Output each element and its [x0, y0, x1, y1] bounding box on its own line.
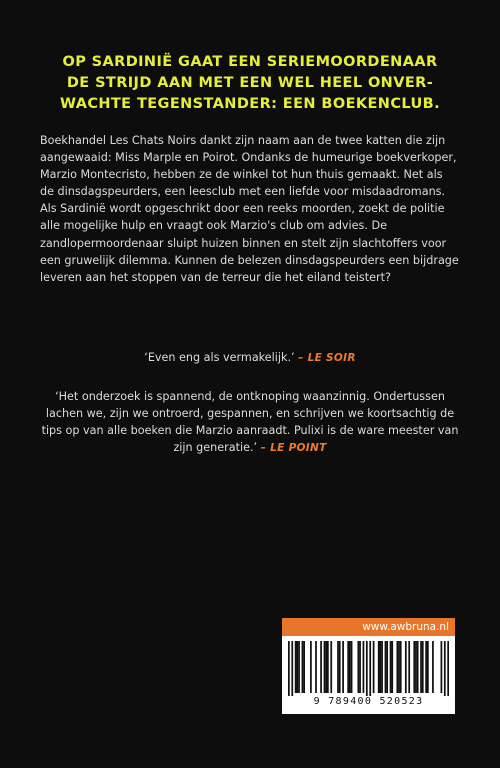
barcode-bar	[342, 641, 344, 693]
headline-line-1: OP SARDINIË GAAT EEN SERIEMOORDENAAR	[62, 54, 438, 70]
barcode-bar	[398, 641, 400, 693]
barcode-bar	[380, 641, 382, 693]
barcode-bar	[288, 641, 290, 696]
barcode-bar	[366, 641, 368, 696]
barcode-bar	[325, 641, 327, 693]
barcode-bar	[381, 641, 383, 693]
barcode-bar	[347, 641, 349, 693]
headline-line-2: DE STRIJD AAN MET EEN WEL HEEL ONVER-	[66, 75, 434, 91]
barcode-bar	[422, 641, 424, 693]
review-quote-1	[40, 349, 460, 367]
barcode-bar	[420, 641, 422, 693]
barcode-bar	[391, 641, 393, 693]
barcode-digits: 9 789400 520523	[313, 696, 424, 707]
barcode-bar	[291, 641, 293, 696]
quote-2-source: – LE POINT	[260, 442, 327, 455]
barcode-bar	[363, 641, 365, 693]
barcode-bar	[373, 641, 375, 693]
barcode-bar	[405, 641, 407, 693]
barcode-bar	[351, 641, 353, 693]
barcode-bar	[320, 641, 322, 693]
barcode-bar	[296, 641, 298, 693]
back-cover-headline	[40, 52, 460, 115]
barcode-bar	[349, 641, 351, 693]
publisher-url[interactable]: www.awbruna.nl	[282, 618, 455, 636]
barcode-bar	[378, 641, 380, 693]
barcode-bar	[386, 641, 388, 693]
barcode-bar	[369, 641, 371, 696]
quote-1-source: – LE SOIR	[298, 352, 356, 364]
barcode-bar	[385, 641, 387, 693]
barcode-bar	[339, 641, 341, 693]
blurb-paragraph-1: Boekhandel Les Chats Noirs dankt zijn naam aan de twee katten die zijn aangewaaid: Miss Marple en Poirot. Ondanks de humeurige boekverkoper, Marzio Montecristo, hebben ze de winkel tot hun thuis gemaakt. Net als de dinsdagspeurders, een leesclub met een liefde voor misdaadromans.	[40, 134, 457, 199]
barcode-bar	[337, 641, 339, 693]
headline-line-3: WACHTE TEGENSTANDER: EEN BOEKENCLUB.	[59, 96, 441, 112]
barcode-bar	[432, 641, 434, 693]
barcode-bar	[302, 641, 304, 693]
review-quote-2	[40, 388, 460, 457]
isbn-barcode	[282, 636, 455, 714]
barcode-bar	[408, 641, 410, 693]
barcode-bar	[413, 641, 415, 693]
barcode-bar	[441, 641, 443, 693]
barcode-bar	[298, 641, 300, 693]
barcode-bar	[396, 641, 398, 693]
barcode-bar	[444, 641, 446, 696]
barcode-bar	[330, 641, 332, 693]
barcode-bar	[327, 641, 329, 693]
quote-2-text: ‘Het onderzoek is spannend, de ontknoping waanzinnig. Ondertussen lachen we, zijn we ontroerd, gespannen, en schrijven we koortsachtig de tips op van alle boeken die Marzio aanraadt. Pulixi is de ware meester van zijn generatie.’	[41, 390, 459, 455]
blurb-paragraph-2: Als Sardinië wordt opgeschrikt door een reeks moorden, zoekt de politie alle mogelijke hulp en vraagt ook Marzio's club om advies. De zandlopermoordenaar sluipt huizen binnen en stelt zijn slachtoffers voor een gruwelijk dilemma. Kunnen de belezen dinsdagspeurders een bijdrage leveren aan het stoppen van de terreur die het eiland teistert?	[40, 202, 459, 284]
barcode-bar	[357, 641, 359, 693]
barcode-bar	[400, 641, 402, 693]
barcode-bar	[417, 641, 419, 693]
barcode-bar	[303, 641, 305, 693]
barcode-bar	[415, 641, 417, 693]
barcode-bar	[427, 641, 429, 693]
barcode-bar	[310, 641, 312, 693]
quote-1-text: ‘Even eng als vermakelijk.’	[144, 351, 295, 364]
blurb	[40, 132, 460, 286]
barcode-bar	[425, 641, 427, 693]
barcode-bar	[447, 641, 449, 696]
barcode-bars	[288, 641, 449, 696]
barcode-bar	[359, 641, 361, 693]
barcode-bar	[295, 641, 297, 693]
barcode-bar	[315, 641, 317, 693]
barcode-bar	[390, 641, 392, 693]
barcode-bar	[324, 641, 326, 693]
